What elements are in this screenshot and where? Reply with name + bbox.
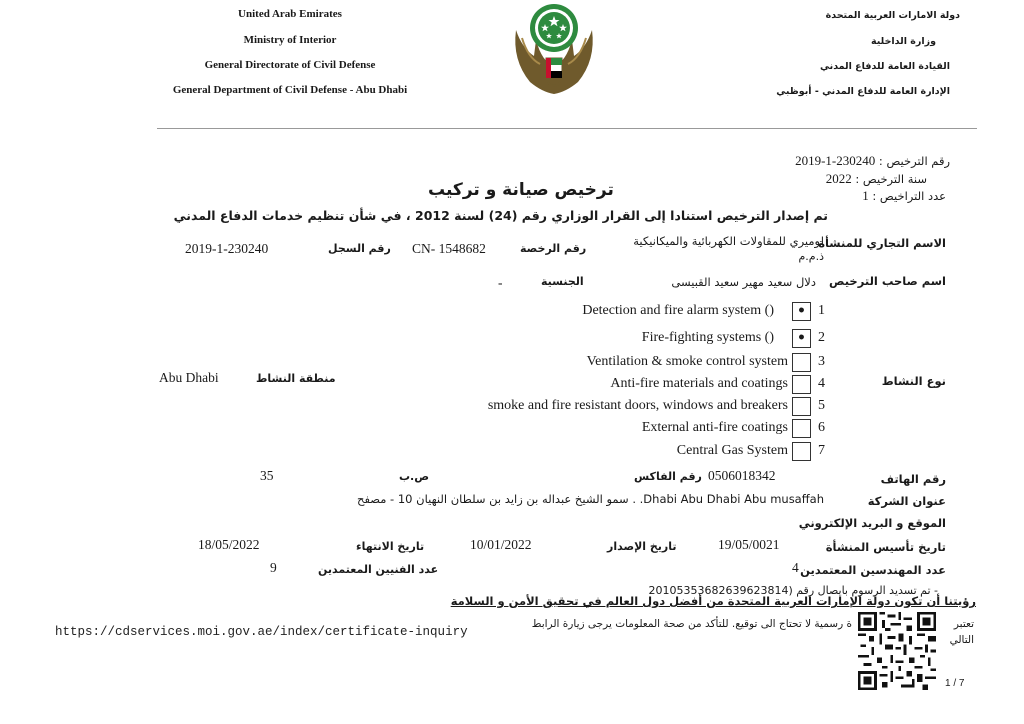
activity-type-label: نوع النشاط bbox=[881, 374, 946, 388]
website-email-label: الموقع و البريد الإلكتروني bbox=[798, 516, 946, 530]
expiry-date-label: تاريخ الانتهاء bbox=[356, 540, 425, 553]
register-label: رقم السجل bbox=[328, 242, 391, 255]
fax-value: 0506018342 bbox=[708, 468, 776, 483]
activity-label-1: Detection and fire alarm system () bbox=[582, 303, 774, 318]
activity-checkbox-4[interactable] bbox=[792, 375, 811, 394]
activity-label-5: smoke and fire resistant doors, windows and breakers bbox=[487, 398, 788, 413]
license-count-row bbox=[862, 188, 946, 204]
page-indicator: 1 / 7 bbox=[945, 678, 965, 689]
document-subtitle: تم إصدار الترخيص استنادا إلى القرار الوزاري رقم (24) لسنة 2012 ، في شأن تنظيم خدمات الدفاع المدني bbox=[173, 208, 828, 223]
qr-code-image bbox=[858, 612, 936, 690]
founded-date-value: 19/05/0021 bbox=[718, 537, 780, 552]
activity-label-7: Central Gas System bbox=[676, 443, 788, 458]
license-number-label: رقم الترخيص : bbox=[878, 154, 950, 168]
activity-checkbox-6[interactable] bbox=[792, 419, 811, 438]
license-count-label: عدد التراخيص : bbox=[872, 189, 946, 203]
license-number-row bbox=[795, 153, 950, 169]
verification-note-prefix: تعتبر bbox=[953, 618, 974, 630]
nationality-label: الجنسية bbox=[541, 275, 584, 288]
issue-date-value: 10/01/2022 bbox=[470, 537, 532, 552]
header-ar-line-1: دولة الامارات العربية المتحدة bbox=[825, 10, 960, 21]
activity-label-6: External anti-fire coatings bbox=[641, 420, 788, 435]
uae-emblem-logo bbox=[508, 0, 600, 98]
owner-value: دلال سعيد مهير سعيد القبيسى bbox=[671, 275, 816, 289]
activity-num-6: 6 bbox=[818, 420, 825, 435]
activity-label-2: Fire-fighting systems () bbox=[641, 330, 774, 345]
expiry-date-value: 18/05/2022 bbox=[198, 537, 260, 552]
address-value: Dhabi Abu Dhabi Abu musaffah. . سمو الشيخ عبداله بن زايد بن سلطان النهيان 10 - مصفح bbox=[357, 492, 824, 506]
engineers-value: 4 bbox=[792, 560, 799, 575]
address-label: عنوان الشركة bbox=[867, 494, 946, 508]
license-count-value: 1 bbox=[862, 188, 869, 203]
pobox-value: 35 bbox=[260, 468, 274, 483]
verification-link[interactable]: https://cdservices.moi.gov.ae/index/certificate-inquiry bbox=[55, 625, 468, 639]
activity-num-7: 7 bbox=[818, 443, 825, 458]
technicians-value: 9 bbox=[270, 560, 277, 575]
activity-checkbox-3[interactable] bbox=[792, 353, 811, 372]
activity-checkbox-1[interactable]: • bbox=[792, 302, 811, 321]
activity-checkbox-2[interactable]: • bbox=[792, 329, 811, 348]
trade-name-label: الاسم التجاري للمنشأة bbox=[818, 236, 946, 250]
activity-num-5: 5 bbox=[818, 398, 825, 413]
activity-checkbox-7[interactable] bbox=[792, 442, 811, 461]
fees-paid-note: - تم تسديد الرسوم بايصال رقم (20105353682639623814 bbox=[648, 584, 938, 597]
header-en-line-1: United Arab Emirates bbox=[238, 8, 342, 20]
license-value: CN- 1548682 bbox=[412, 241, 486, 256]
license-year-label: سنة الترخيص : bbox=[855, 172, 927, 186]
issue-date-label: تاريخ الإصدار bbox=[607, 540, 677, 553]
phone-label: رقم الهاتف bbox=[880, 472, 946, 486]
header-en-line-2: Ministry of Interior bbox=[243, 34, 337, 46]
header-en-line-3: General Directorate of Civil Defense bbox=[204, 59, 376, 71]
activity-area-label: منطقة النشاط bbox=[256, 372, 336, 385]
header-ar-line-4: الإدارة العامة للدفاع المدني - أبوظبي bbox=[776, 86, 950, 97]
license-label: رقم الرخصة bbox=[520, 242, 587, 255]
register-value: 2019-1-230240 bbox=[185, 241, 269, 256]
header-divider bbox=[157, 128, 977, 129]
header-ar-line-3: القيادة العامة للدفاع المدني bbox=[820, 61, 950, 72]
activity-num-3: 3 bbox=[818, 354, 825, 369]
fax-label: رقم الفاكس bbox=[634, 470, 702, 483]
owner-label: اسم صاحب الترخيص bbox=[829, 274, 946, 288]
activity-num-2: 2 bbox=[818, 330, 825, 345]
activity-num-1: 1 bbox=[818, 303, 825, 318]
pobox-label: ص.ب bbox=[399, 470, 430, 483]
technicians-label: عدد الفنيين المعتمدين bbox=[318, 563, 439, 576]
trade-name-suffix: ذ.م.م bbox=[798, 250, 824, 263]
activity-num-4: 4 bbox=[818, 376, 825, 391]
document-title: ترخيص صيانة و تركيب bbox=[428, 180, 614, 200]
header-en-line-4: General Department of Civil Defense - Abu Dhabi bbox=[172, 84, 408, 96]
license-year-row bbox=[826, 171, 927, 187]
activity-label-4: Anti-fire materials and coatings bbox=[610, 376, 788, 391]
activity-area-value: Abu Dhabi bbox=[159, 370, 219, 385]
activity-checkbox-5[interactable] bbox=[792, 397, 811, 416]
vision-statement: رؤيتنا أن تكون دولة الإمارات العربية المتحدة من أفضل دول العالم في تحقيق الأمن و السلامة bbox=[450, 594, 976, 608]
founded-date-label: تاريخ تأسيس المنشأة bbox=[825, 540, 946, 554]
activity-label-3: Ventilation & smoke control system bbox=[586, 354, 788, 369]
license-year-value: 2022 bbox=[825, 171, 852, 186]
engineers-label: عدد المهندسين المعتمدين bbox=[800, 563, 946, 577]
trade-name-value: لوميري للمقاولات الكهربائية والميكانيكية bbox=[633, 234, 824, 248]
license-number-value: 2019-1-230240 bbox=[795, 153, 876, 168]
nationality-value: - bbox=[498, 275, 503, 290]
verification-note-suffix: التالي bbox=[949, 634, 974, 646]
verification-note: ة رسمية لا تحتاج الى توقيع. للتأكد من صحة المعلومات يرجى زيارة الرابط bbox=[531, 618, 852, 630]
header-ar-line-2: وزارة الداخلية bbox=[871, 36, 936, 47]
